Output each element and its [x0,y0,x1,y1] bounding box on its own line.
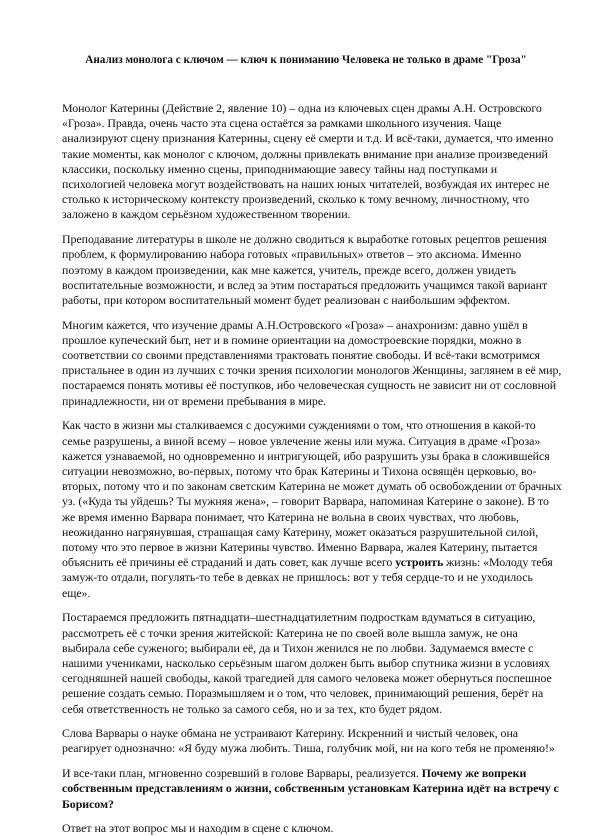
paragraph-4-text-end: жизнь: «Молоду тебя замуж-то отдали, погулять-то тебе в девках не пришлось: вот у тебя сердце-то и не уходилось еще». [62,555,553,600]
paragraph-3: Многим кажется, что изучение драмы А.Н.Островского «Гроза» – анахронизм: давно ушёл в прошлое купеческий быт, нет и в помине ориентации на домостроевские порядки, можно в соответствии со своими представлениями трактовать понятие свободы. И всё-таки всмотримся пристальнее в один из лучших с точки зрения психологии монологов Женщины, заглянем в её мир, постараемся понять мотивы её поступков, ибо человеческая сущность не зависит ни от сословной принадлежности, ни от времени пребывания в мире. [62,317,562,408]
paragraph-7-bold-question: Почему же вопреки собственным представлениям о жизни, собственным установкам Катерина идёт на встречу с Борисом? [62,766,559,811]
paragraph-4-bold-word: устроить [395,555,444,570]
paragraph-6: Слова Варвары о науке обмана не устраивают Катерину. Искренний и чистый человек, она реагирует однозначно: «Я буду мужа любить. Тиша, голубчик мой, ни на кого тебя не променяю!» [62,726,555,756]
paragraph-7 [62,766,562,812]
paragraph-4-text-start: Как часто в жизни мы сталкиваемся с досужими суждениями о том, что отношения в какой-то семье разрушены, а виной всему – новое увлечение жены или мужа. Ситуация в драме «Гроза» кажется узнаваемой, но одновременно и интригующей, ибо разрушить узы брака в сложившейся ситуации невозможно, во-первых, потому что брак Катерины и Тихона освящён церковью, во-вторых, потому что и по законам светским Катерина не может думать об освобождении от брачных уз. («Куда ты уйдешь? Ты мужняя жена», – говорит Варвара, напоминая Катерине о законе). В то же время именно Варвара понимает, что Катерина не вольна в своих чувствах, что любовь, неожиданно нагрянувшая, страшащая саму Катерину, может оказаться разрушительной силой, потому что это первое в жизни Катерины чувство. Именно Варвара, жалея Катерину, пытается объяснить её причины её страданий и дать совет, как лучше всего [62,418,562,570]
paragraph-2: Преподавание литературы в школе не должно сводиться к выработке готовых рецептов решения проблем, к формулированию набора готовых «правильных» ответов – это аксиома. Именно поэтому в каждом произведении, как мне кажется, учитель, прежде всего, должен увидеть воспитательные возможности, и вслед за этим постараться предложить учащимся такой вариант работы, при котором воспитательный момент будет реализован с наибольшим эффектом. [62,232,548,307]
document-body [62,101,562,836]
paragraph-5: Постараемся предложить пятнадцати–шестнадцатилетним подросткам вдуматься в ситуацию, рассмотреть её с точки зрения житейской: Катерина не по своей воле вышла замуж, не она выбирала себе суженого; выбирали её, да и Тихон женился не по любви. Задумаемся вместе с нашими учениками, насколько серьёзным шагом должен быть выбор спутника жизни в условиях сегодняшней нашей свободы, какой трагедией для самого человека может обернуться поспешное решение создать семью. Поразмышляем и о том, что человек, принимающий решения, берёт на себя ответственность не только за самого себя, но и за тех, кто будет рядом. [62,610,552,716]
paragraph-4 [62,418,562,600]
paragraph-7-text: И все-таки план, мгновенно созревший в голове Варвары, реализуется. [62,766,422,781]
paragraph-8: Ответ на этот вопрос мы и находим в сцене с ключом. [62,821,334,836]
document-title: Анализ монолога с ключом — ключ к пониманию Человека не только в драме "Гроза" [85,54,527,66]
paragraph-1: Монолог Катерины (Действие 2, явление 10) – одна из ключевых сцен драмы А.Н. Островского «Гроза». Правда, очень часто эта сцена остаётся за рамками школьного изучения. Чаще анализируют сцену признания Катерины, сцену её смерти и т.д. И всё-таки, думается, что именно такие моменты, как монолог с ключом, должны привлекать внимание при анализе произведений классики, поскольку именно сцены, приподнимающие завесу тайны над поступками и психологией человека могут воздействовать на наших юных читателей, возбуждая их интерес не столько к историческому контексту произведений, сколько к тому вечному, личностному, что заложено в каждом серьёзном художественном творении. [62,101,554,222]
